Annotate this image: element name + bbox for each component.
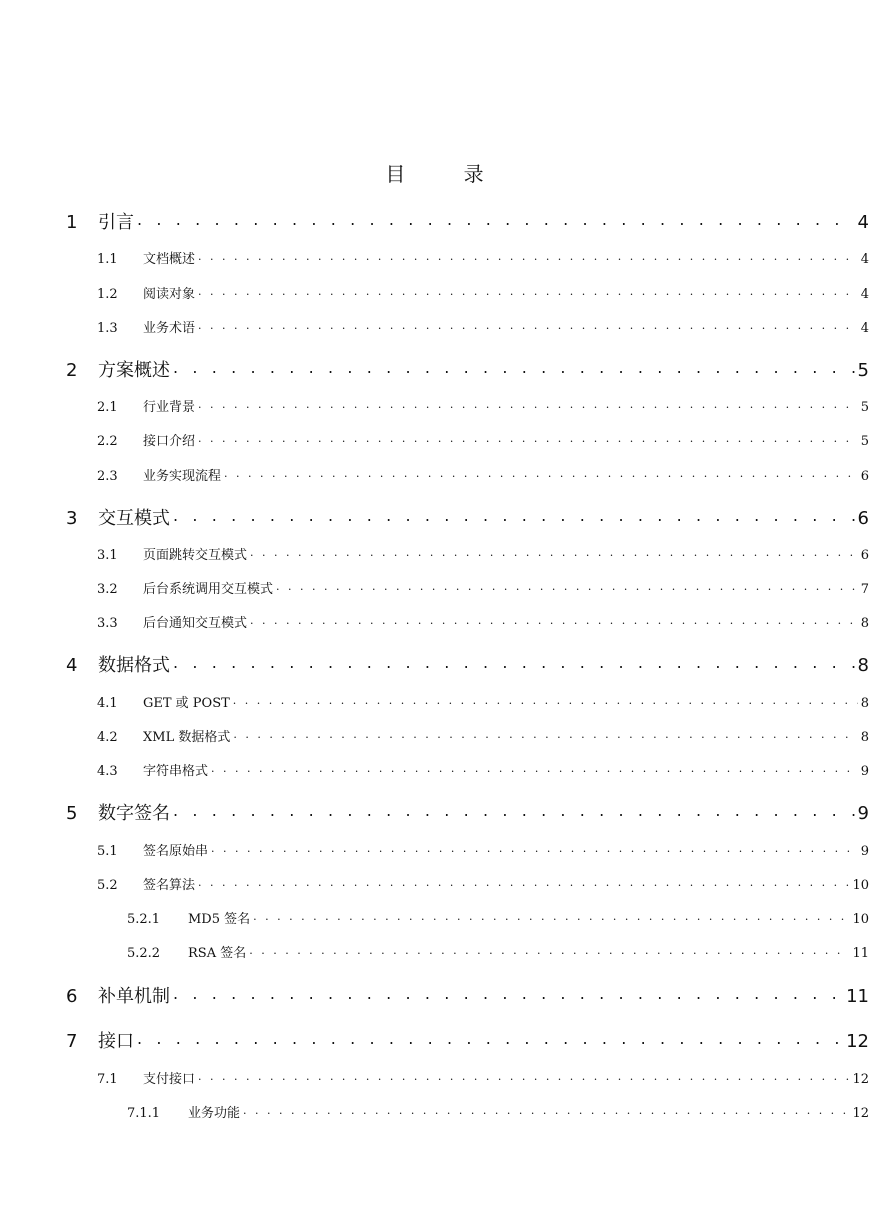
toc-entry-page: 6	[860, 548, 869, 563]
toc-entry-4[interactable]	[0, 651, 869, 677]
toc-leader-dots	[249, 944, 849, 957]
toc-entry-title: 方案概述	[98, 360, 170, 381]
toc-entry-6[interactable]	[0, 982, 869, 1008]
toc-leader-dots	[198, 432, 858, 445]
toc-entry-page: 8	[857, 655, 869, 676]
toc-entry-page: 6	[860, 469, 869, 484]
toc-entry-title: 支付接口	[143, 1072, 196, 1087]
toc-entry-title: 页面跳转交互模式	[143, 548, 248, 563]
toc-leader-dots	[173, 653, 855, 671]
toc-entry-page: 12	[852, 1072, 869, 1087]
toc-entry-page: 4	[860, 287, 869, 302]
toc-entry-number: 5	[66, 803, 78, 824]
toc-entry-2[interactable]	[0, 356, 869, 382]
toc-entry-page: 12	[852, 1106, 869, 1121]
toc-entry-page: 7	[860, 582, 869, 597]
toc-leader-dots	[173, 801, 855, 819]
toc-leader-dots	[233, 694, 858, 707]
toc-entry-number: 7.1	[97, 1072, 118, 1087]
toc-entry-title: 补单机制	[98, 986, 170, 1007]
toc-entry-2-3[interactable]	[0, 465, 869, 484]
toc-entry-title: 字符串格式	[143, 764, 209, 779]
toc-entry-number: 2	[66, 360, 78, 381]
toc-entry-title: GET 或 POST	[143, 696, 230, 711]
toc-leader-dots	[198, 398, 858, 411]
toc-entry-2-1[interactable]	[0, 396, 869, 415]
toc-entry-number: 5.2	[97, 878, 118, 893]
toc-entry-1-2[interactable]	[0, 283, 869, 302]
toc-entry-page: 4	[860, 252, 869, 267]
toc-entry-3-3[interactable]	[0, 612, 869, 631]
toc-leader-dots	[276, 580, 858, 593]
toc-entry-number: 2.3	[97, 469, 118, 484]
toc-entry-number: 4.2	[97, 730, 118, 745]
toc-entry-number: 7	[66, 1031, 78, 1052]
toc-entry-title: 文档概述	[143, 252, 196, 267]
toc-leader-dots	[250, 614, 858, 627]
toc-entry-number: 4.3	[97, 764, 118, 779]
toc-leader-dots	[173, 358, 855, 376]
toc-entry-number: 3.1	[97, 548, 118, 563]
toc-leader-dots	[198, 319, 858, 332]
toc-entry-number: 1.3	[97, 321, 118, 336]
toc-entry-number: 5.1	[97, 844, 118, 859]
toc-leader-dots	[198, 250, 858, 263]
toc-entry-number: 7.1.1	[127, 1106, 161, 1121]
toc-entry-title: 行业背景	[143, 400, 196, 415]
toc-entry-3-2[interactable]	[0, 578, 869, 597]
toc-entry-number: 5.2.1	[127, 912, 161, 927]
toc-entry-title: 签名算法	[143, 878, 196, 893]
toc-entry-number: 2.1	[97, 400, 118, 415]
toc-entry-page: 9	[860, 764, 869, 779]
toc-leader-dots	[198, 285, 858, 298]
toc-entry-title: MD5 签名	[188, 912, 251, 927]
toc-entry-page: 9	[860, 844, 869, 859]
toc-entry-page: 10	[852, 912, 869, 927]
toc-entry-title: 后台系统调用交互模式	[143, 582, 274, 597]
toc-leader-dots	[137, 210, 855, 228]
toc-entry-page: 5	[860, 434, 869, 449]
toc-entry-number: 4.1	[97, 696, 118, 711]
toc-entry-page: 5	[860, 400, 869, 415]
toc-leader-dots	[233, 728, 857, 741]
toc-leader-dots	[253, 910, 849, 923]
toc-entry-4-3[interactable]	[0, 760, 869, 779]
toc-entry-3-1[interactable]	[0, 544, 869, 563]
toc-entry-title: 后台通知交互模式	[143, 616, 248, 631]
toc-entry-number: 3	[66, 508, 78, 529]
toc-entry-4-1[interactable]	[0, 692, 869, 711]
toc-entry-title: 引言	[98, 212, 134, 233]
toc-entry-title: 数据格式	[98, 655, 170, 676]
toc-leader-dots	[137, 1029, 843, 1047]
toc-entry-5-2-1[interactable]	[0, 908, 869, 927]
toc-entry-number: 6	[66, 986, 78, 1007]
toc-leader-dots	[173, 984, 843, 1002]
toc-entry-7-1[interactable]	[0, 1068, 869, 1087]
toc-entry-title: XML 数据格式	[143, 730, 231, 745]
toc-entry-title: 业务术语	[143, 321, 196, 336]
toc-entry-7[interactable]	[0, 1027, 869, 1053]
toc-entry-number: 3.3	[97, 616, 118, 631]
toc-entry-page: 11	[852, 946, 869, 961]
toc-entry-3[interactable]	[0, 504, 869, 530]
toc-entry-title: 阅读对象	[143, 287, 196, 302]
toc-leader-dots	[198, 1070, 849, 1083]
toc-leader-dots	[211, 762, 858, 775]
toc-entry-page: 6	[857, 508, 869, 529]
toc-leader-dots	[224, 467, 858, 480]
toc-leader-dots	[173, 506, 855, 524]
toc-entry-page: 8	[860, 616, 869, 631]
toc-entry-title: 接口	[98, 1031, 134, 1052]
toc-leader-dots	[243, 1104, 849, 1117]
toc-entry-5-1[interactable]	[0, 840, 869, 859]
toc-entry-title: 数字签名	[98, 803, 170, 824]
toc-entry-title: 业务功能	[188, 1106, 241, 1121]
toc-entry-5-2-2[interactable]	[0, 942, 869, 961]
toc-entry-title: 业务实现流程	[143, 469, 222, 484]
toc-leader-dots	[211, 842, 858, 855]
toc-leader-dots	[198, 876, 849, 889]
page-title: 目 录	[385, 162, 510, 186]
toc-entry-number: 1.1	[97, 252, 118, 267]
toc-entry-number: 1.2	[97, 287, 118, 302]
toc-entry-1-3[interactable]	[0, 317, 869, 336]
toc-entry-number: 1	[66, 212, 78, 233]
toc-entry-page: 4	[857, 212, 869, 233]
toc-entry-2-2[interactable]	[0, 430, 869, 449]
toc-entry-page: 8	[860, 730, 869, 745]
toc-entry-page: 5	[857, 360, 869, 381]
toc-entry-title: 接口介绍	[143, 434, 196, 449]
toc-entry-number: 2.2	[97, 434, 118, 449]
toc-entry-page: 9	[857, 803, 869, 824]
toc-entry-1-1[interactable]	[0, 248, 869, 267]
toc-leader-dots	[250, 546, 858, 559]
toc-entry-4-2[interactable]	[0, 726, 869, 745]
toc-entry-number: 3.2	[97, 582, 118, 597]
toc-entry-5[interactable]	[0, 799, 869, 825]
toc-entry-page: 8	[860, 696, 869, 711]
toc-entry-7-1-1[interactable]	[0, 1102, 869, 1121]
toc-entry-5-2[interactable]	[0, 874, 869, 893]
toc-entry-title: 交互模式	[98, 508, 170, 529]
toc-entry-number: 5.2.2	[127, 946, 161, 961]
toc-entry-page: 4	[860, 321, 869, 336]
toc-entry-page: 12	[846, 1031, 869, 1052]
toc-entry-number: 4	[66, 655, 78, 676]
toc-entry-page: 10	[852, 878, 869, 893]
toc-entry-page: 11	[846, 986, 869, 1007]
toc-entry-title: 签名原始串	[143, 844, 209, 859]
toc-entry-1[interactable]	[0, 208, 869, 234]
toc-entry-title: RSA 签名	[188, 946, 247, 961]
